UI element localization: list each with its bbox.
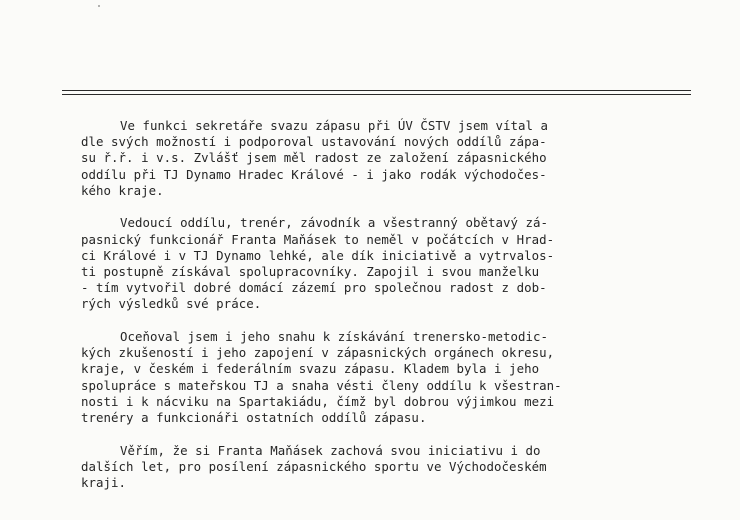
paper-speck <box>98 5 100 7</box>
text-line: trenéry a funkcionáři ostatních oddílů zápasu. <box>81 410 427 426</box>
header-rule-top <box>62 90 691 91</box>
text-line: ti postupně získával spolupracovníky. Zapojil i svou manželku <box>81 264 540 280</box>
paragraph-4 <box>81 442 690 492</box>
text-line: dalších let, pro posílení zápasnického sportu ve Východočeském <box>81 458 547 474</box>
header-rule-bottom <box>62 94 691 95</box>
text-line: Ve funkci sekretáře svazu zápasu při ÚV ČSTV jsem vítal a <box>120 118 549 133</box>
paragraph-1 <box>81 118 690 199</box>
paragraph-3 <box>81 329 690 426</box>
text-line: kraji. <box>81 475 127 491</box>
text-line: Věřím, že si Franta Maňásek zachová svou iniciativu i do <box>120 442 541 458</box>
text-line: su ř.ř. i v.s. Zvlášť jsem měl radost ze založení zápasnického <box>81 150 547 166</box>
text-line: pasnický funkcionář Franta Maňásek to neměl v počátcích v Hrad- <box>81 231 555 247</box>
text-line: ci Králové i v TJ Dynamo lehké, ale dík iniciativě a vytrvalos- <box>81 247 555 263</box>
text-line: kraje, v českém i federálním svazu zápasu. Kladem byla i jeho <box>81 361 540 377</box>
text-line: oddílu při TJ Dynamo Hradec Králové - i jako rodák východočes- <box>81 166 547 182</box>
text-line: - tím vytvořil dobré domácí zázemí pro společnou radost z dob- <box>81 280 547 296</box>
text-line: rých výsledků své práce. <box>81 296 262 312</box>
text-line: dle svých možností i podporoval ustavování nových oddílů zápa- <box>81 134 547 150</box>
text-line: kého kraje. <box>81 182 164 198</box>
text-line: kých zkušeností i jeho zapojení v zápasnických orgánech okresu, <box>81 345 555 361</box>
text-line: nosti i k nácviku na Spartakiádu, čímž byl dobrou výjimkou mezi <box>81 393 555 409</box>
text-line: spolupráce s mateřskou TJ a snaha vésti členy oddílu k všestran- <box>81 377 562 393</box>
text-line: Vedoucí oddílu, trenér, závodník a všestranný obětavý zá- <box>120 215 549 231</box>
paragraph-2 <box>81 215 690 312</box>
document-body <box>81 118 690 508</box>
text-line: Oceňoval jsem i jeho snahu k získávání trenersko-metodic- <box>120 329 549 345</box>
